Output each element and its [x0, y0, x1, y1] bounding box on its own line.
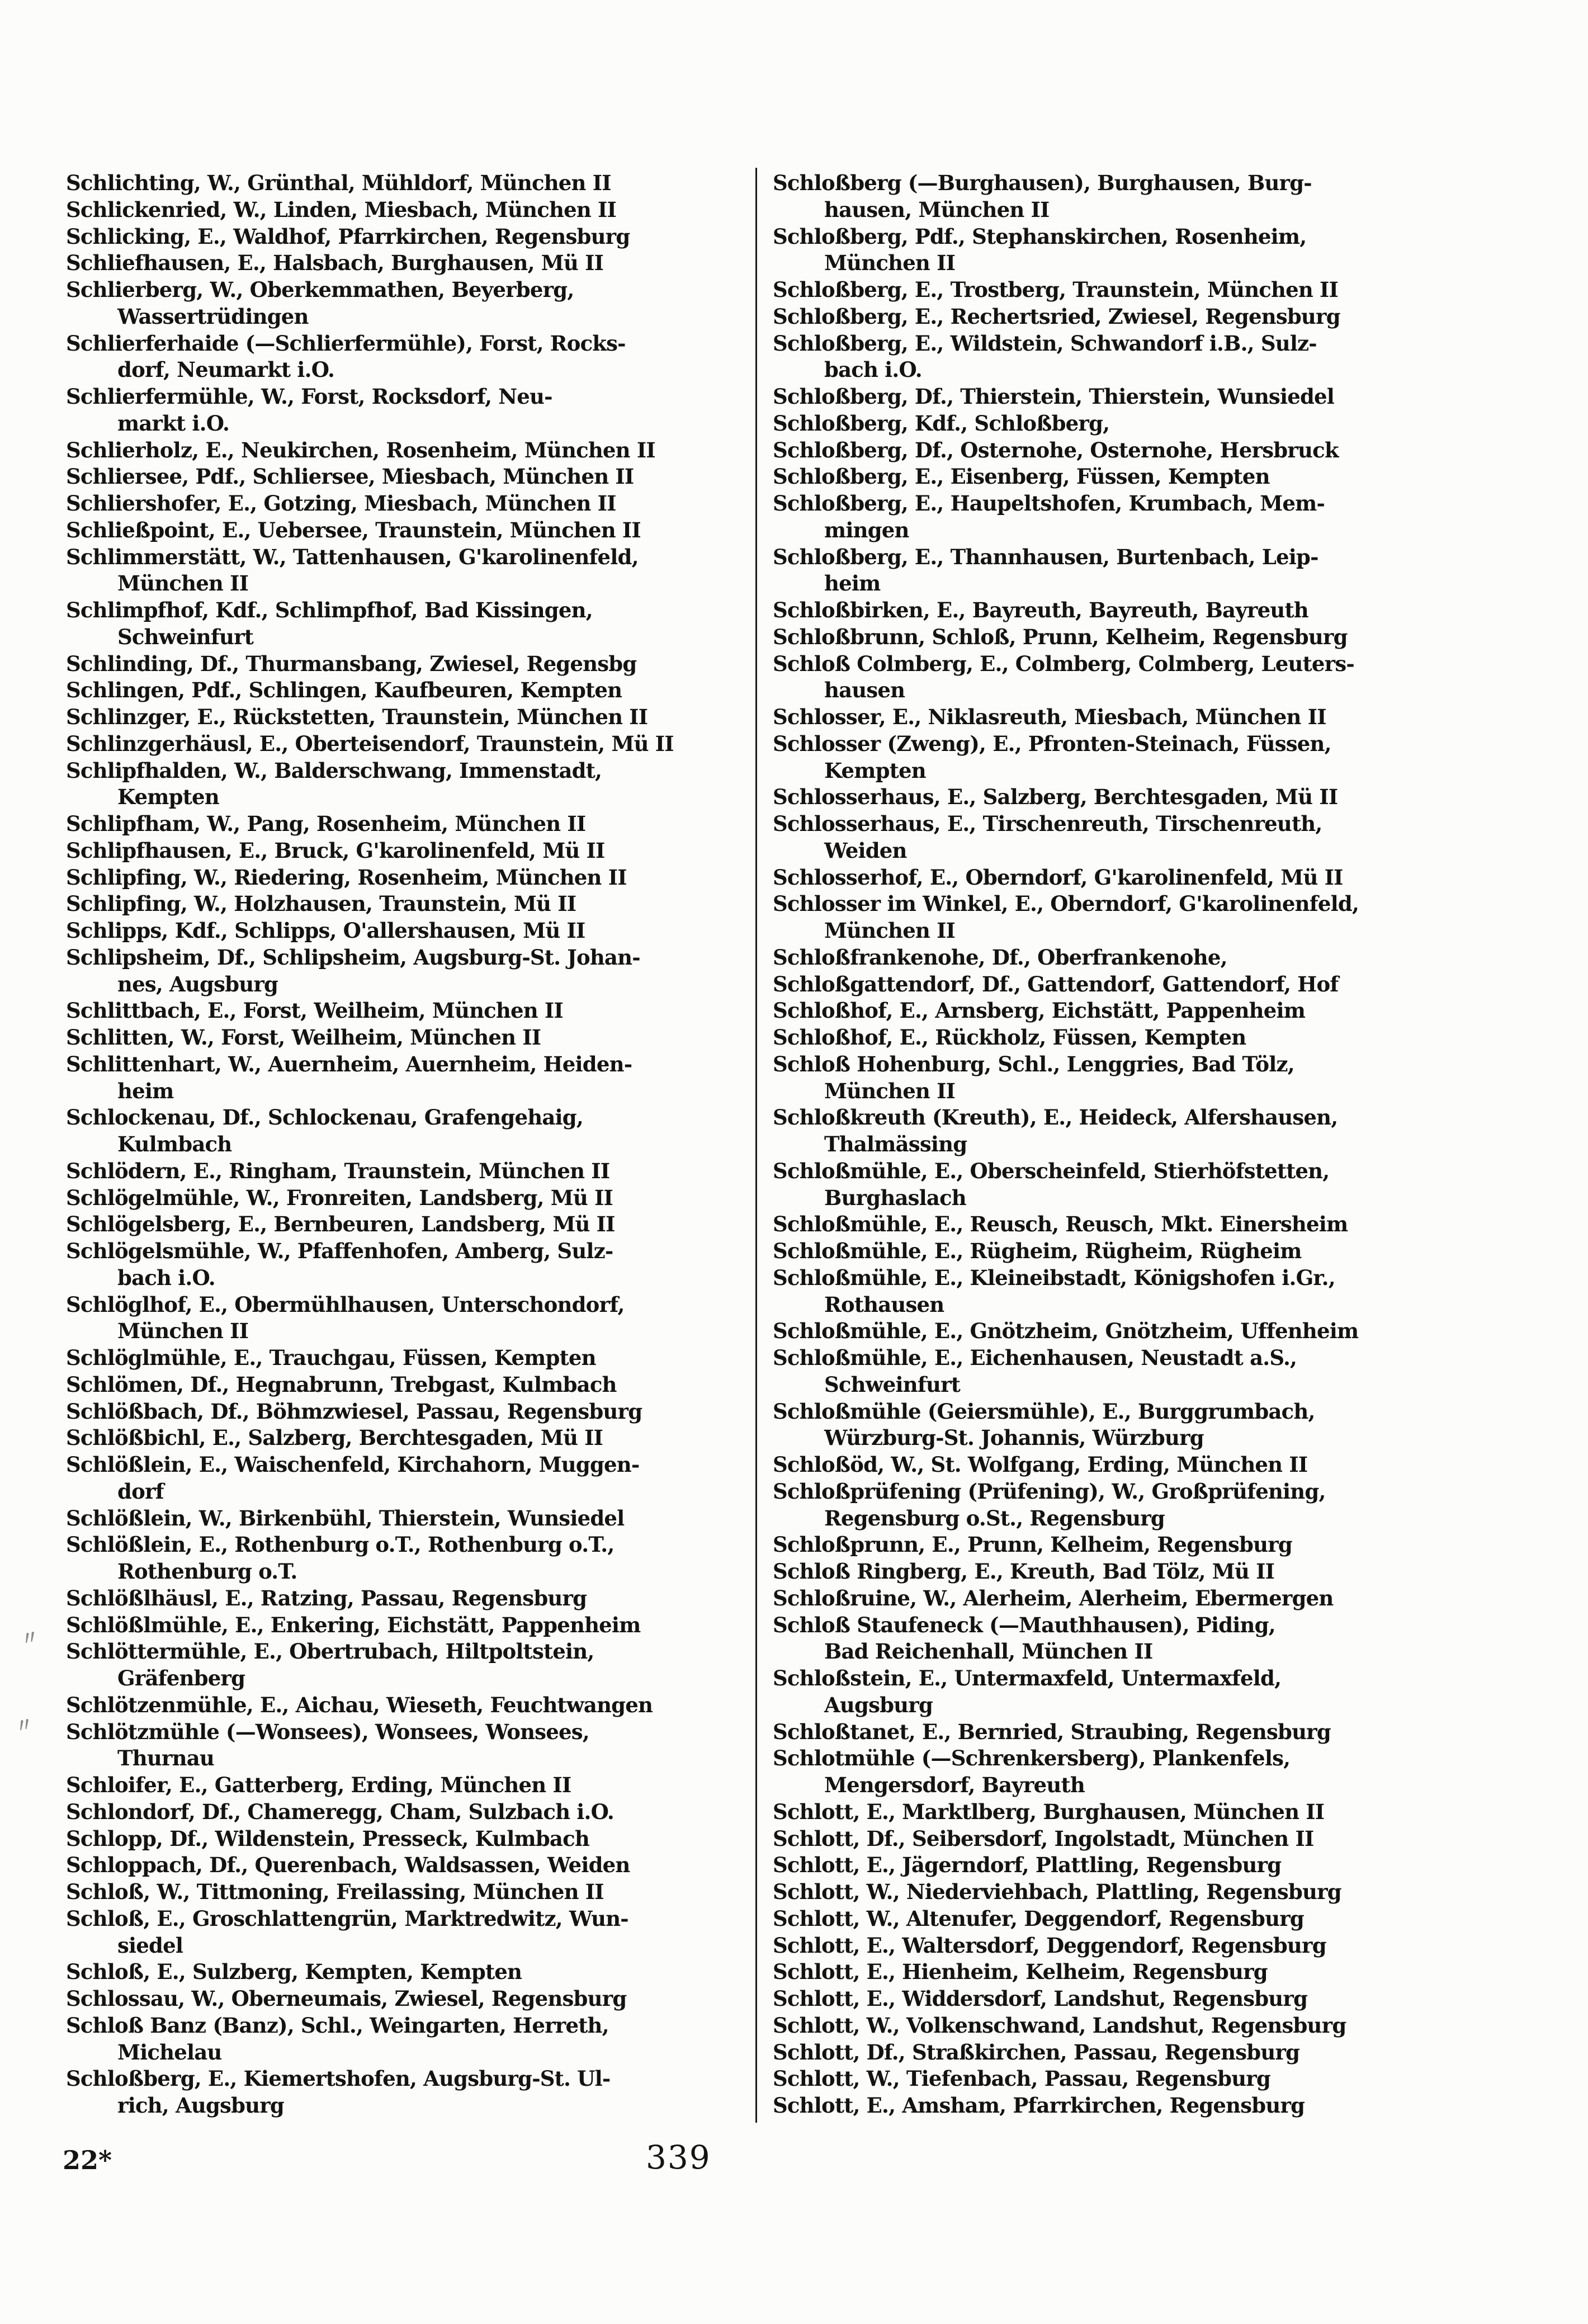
entry-line: Schlossau, W., Oberneumais, Zwiesel, Regensburg: [66, 1986, 627, 2011]
entry-line: Schlömen, Df., Hegnabrunn, Trebgast, Kulmbach: [66, 1372, 617, 1397]
entry-line: Schloßmühle, E., Rügheim, Rügheim, Rügheim: [773, 1239, 1302, 1263]
entry-line: Schlierferhaide (—Schlierfermühle), Forst, Rocks-: [66, 330, 626, 356]
entry-line: Schloßmühle, E., Gnötzheim, Gnötzheim, Uffenheim: [773, 1319, 1359, 1344]
entry-line: Schlott, W., Tiefenbach, Passau, Regensburg: [773, 2066, 1271, 2091]
entry-line: Schlößlein, E., Waischenfeld, Kirchahorn, Muggen-: [66, 1452, 640, 1477]
entry-line: Kempten: [117, 785, 219, 810]
entry-line: Schloßruine, W., Alerheim, Alerheim, Ebermergen: [773, 1585, 1334, 1610]
entry-line: Schloßtanet, E., Bernried, Straubing, Regensburg: [773, 1719, 1331, 1744]
entry-line: Schloßmühle (Geiersmühle), E., Burggrumbach,: [773, 1399, 1315, 1424]
entry-line: Schlößlein, W., Birkenbühl, Thierstein, Wunsiedel: [66, 1505, 625, 1531]
entry-line: Schlöttermühle, E., Obertrubach, Hiltpoltstein,: [66, 1639, 594, 1664]
entry-line: Schlott, E., Marktlberg, Burghausen, München II: [773, 1799, 1325, 1824]
entry-line: Schlittenhart, W., Auernheim, Auernheim, Heiden-: [66, 1051, 632, 1076]
entry-line: Schloßprüfening (Prüfening), W., Großprüfening,: [773, 1479, 1326, 1504]
entry-line: Schlopp, Df., Wildenstein, Presseck, Kulmbach: [66, 1826, 589, 1851]
entry-line: siedel: [117, 1933, 183, 1958]
entry-line: Schlierholz, E., Neukirchen, Rosenheim, München II: [66, 437, 655, 462]
entry-line: Schlitten, W., Forst, Weilheim, München II: [66, 1025, 541, 1050]
entry-line: Schloßberg (—Burghausen), Burghausen, Burg-: [773, 171, 1312, 195]
entry-line: Rothenburg o.T.: [117, 1559, 297, 1584]
entry-line: Schlipsheim, Df., Schlipsheim, Augsburg-St. Johan-: [66, 944, 640, 970]
entry-line: Schlott, W., Niederviehbach, Plattling, Regensburg: [773, 1879, 1341, 1904]
entry-line: Schlimpfhof, Kdf., Schlimpfhof, Bad Kissingen,: [66, 598, 593, 622]
entry-line: Schlöglhof, E., Obermühlhausen, Unterschondorf,: [66, 1292, 625, 1317]
entry-line: Schlierberg, W., Oberkemmathen, Beyerberg,: [66, 277, 574, 302]
entry-line: Schlosser, E., Niklasreuth, Miesbach, München II: [773, 705, 1326, 729]
entry-line: Weiden: [824, 838, 907, 863]
entry-line: Schweinfurt: [117, 624, 254, 649]
entry-line: Schlosser im Winkel, E., Oberndorf, G'karolinenfeld,: [773, 891, 1359, 917]
entry-line: Schloßmühle, E., Oberscheinfeld, Stierhöfstetten,: [773, 1158, 1330, 1183]
entry-line: dorf: [117, 1479, 164, 1504]
entry-line: Burghaslach: [824, 1185, 966, 1210]
entry-line: rich, Augsburg: [117, 2093, 284, 2118]
entry-line: Schlingen, Pdf., Schlingen, Kaufbeuren, Kempten: [66, 678, 622, 703]
entry-line: Schloßöd, W., St. Wolfgang, Erding, München II: [773, 1452, 1308, 1477]
entry-line: Schloß Staufeneck (—Mauthhausen), Piding,: [773, 1612, 1275, 1637]
entry-line: Schlinding, Df., Thurmansbang, Zwiesel, Regensbg: [66, 651, 637, 676]
signature-mark: 22*: [63, 2145, 112, 2175]
entry-line: Schliersee, Pdf., Schliersee, Miesbach, München II: [66, 464, 634, 489]
entry-line: Schlöglmühle, E., Trauchgau, Füssen, Kempten: [66, 1345, 596, 1370]
entry-line: Mengersdorf, Bayreuth: [824, 1773, 1085, 1797]
entry-line: Schliershofer, E., Gotzing, Miesbach, München II: [66, 491, 616, 516]
entry-line: Schlögelmühle, W., Fronreiten, Landsberg, Mü II: [66, 1185, 613, 1210]
entry-line: Schlierfermühle, W., Forst, Rocksdorf, Neu-: [66, 384, 552, 409]
entry-line: Schloß, E., Groschlattengrün, Marktredwitz, Wun-: [66, 1906, 628, 1931]
entry-line: Schlott, Df., Straßkirchen, Passau, Regensburg: [773, 2039, 1300, 2065]
entry-line: Schlimmerstätt, W., Tattenhausen, G'karolinenfeld,: [66, 544, 639, 569]
entry-line: Schloß Banz (Banz), Schl., Weingarten, Herreth,: [66, 2013, 609, 2038]
entry-line: Schlinzgerhäusl, E., Oberteisendorf, Traunstein, Mü II: [66, 731, 674, 756]
entry-line: Schloßberg, Pdf., Stephanskirchen, Rosenheim,: [773, 224, 1307, 249]
entry-line: Schloßhof, E., Arnsberg, Eichstätt, Pappenheim: [773, 998, 1306, 1023]
entry-line: Schlott, Df., Seibersdorf, Ingolstadt, München II: [773, 1826, 1314, 1851]
entry-line: heim: [824, 571, 881, 596]
entry-line: Schloppach, Df., Querenbach, Waldsassen, Weiden: [66, 1853, 630, 1878]
entry-line: Schlosserhaus, E., Salzberg, Berchtesgaden, Mü II: [773, 785, 1338, 810]
entry-line: München II: [824, 1078, 956, 1103]
entry-line: Schloßmühle, E., Reusch, Reusch, Mkt. Einersheim: [773, 1212, 1348, 1237]
entry-line: Schloß Hohenburg, Schl., Lenggries, Bad Tölz,: [773, 1051, 1294, 1076]
entry-line: Schlipfham, W., Pang, Rosenheim, München II: [66, 811, 586, 836]
entry-line: Schlödern, E., Ringham, Traunstein, München II: [66, 1158, 610, 1183]
entry-line: Gräfenberg: [117, 1666, 245, 1690]
entry-line: Schloßmühle, E., Eichenhausen, Neustadt a.S.,: [773, 1345, 1297, 1370]
margin-tick-mark: 〃: [12, 1712, 36, 1739]
entry-line: Schlipfhausen, E., Bruck, G'karolinenfeld, Mü II: [66, 838, 605, 863]
entry-line: Kulmbach: [117, 1132, 232, 1156]
entry-line: Schlipfhalden, W., Balderschwang, Immenstadt,: [66, 758, 602, 783]
entry-line: Schloßfrankenohe, Df., Oberfrankenohe,: [773, 944, 1227, 970]
entry-line: Bad Reichenhall, München II: [824, 1639, 1153, 1664]
entry-line: Schlott, E., Hienheim, Kelheim, Regensburg: [773, 1959, 1268, 1985]
entry-line: Schliefhausen, E., Halsbach, Burghausen, Mü II: [66, 251, 604, 276]
entry-line: Schlipfing, W., Riedering, Rosenheim, München II: [66, 865, 627, 890]
entry-line: Schloßkreuth (Kreuth), E., Heideck, Alfershausen,: [773, 1105, 1338, 1130]
entry-line: Schloßberg, E., Thannhausen, Burtenbach, Leip-: [773, 544, 1318, 569]
entry-line: Rothausen: [824, 1292, 944, 1317]
entry-line: Schlötzenmühle, E., Aichau, Wieseth, Feuchtwangen: [66, 1692, 653, 1717]
entry-line: dorf, Neumarkt i.O.: [117, 357, 335, 382]
entry-line: Schlößlein, E., Rothenburg o.T., Rothenburg o.T.,: [66, 1532, 615, 1557]
entry-line: Michelau: [117, 2039, 222, 2065]
column-divider-rule: [755, 168, 757, 2123]
entry-line: Schlögelsmühle, W., Pfaffenhofen, Amberg, Sulz-: [66, 1239, 613, 1263]
entry-line: Schlott, E., Waltersdorf, Deggendorf, Regensburg: [773, 1933, 1326, 1958]
entry-line: Kempten: [824, 758, 926, 783]
entry-line: Thalmässing: [824, 1132, 967, 1156]
entry-line: Schloßberg, Kdf., Schloßberg,: [773, 410, 1110, 436]
entry-line: Schlößbichl, E., Salzberg, Berchtesgaden, Mü II: [66, 1425, 603, 1451]
entry-line: Schloßstein, E., Untermaxfeld, Untermaxfeld,: [773, 1666, 1282, 1690]
entry-line: Schloß Ringberg, E., Kreuth, Bad Tölz, Mü II: [773, 1559, 1275, 1584]
entry-line: Schloßberg, E., Haupeltshofen, Krumbach, Mem-: [773, 491, 1325, 516]
entry-line: markt i.O.: [117, 410, 230, 436]
entry-line: Schlötzmühle (—Wonsees), Wonsees, Wonsees,: [66, 1719, 589, 1744]
entry-line: Schlott, E., Jägerndorf, Plattling, Regensburg: [773, 1853, 1282, 1878]
entry-line: Schweinfurt: [824, 1372, 961, 1397]
entry-line: Schlosser (Zweng), E., Pfronten-Steinach, Füssen,: [773, 731, 1331, 756]
entry-line: Schlosserhof, E., Oberndorf, G'karolinenfeld, Mü II: [773, 865, 1343, 890]
entry-line: Schlott, W., Altenufer, Deggendorf, Regensburg: [773, 1906, 1304, 1931]
entry-line: Schlosserhaus, E., Tirschenreuth, Tirschenreuth,: [773, 811, 1322, 836]
entry-line: Schlondorf, Df., Chameregg, Cham, Sulzbach i.O.: [66, 1799, 614, 1824]
entry-line: Schloß, W., Tittmoning, Freilassing, München II: [66, 1879, 604, 1904]
entry-line: bach i.O.: [117, 1265, 215, 1290]
entry-line: Schloßberg, E., Wildstein, Schwandorf i.B., Sulz-: [773, 330, 1317, 356]
entry-line: Schloßbirken, E., Bayreuth, Bayreuth, Bayreuth: [773, 598, 1308, 622]
entry-line: Würzburg-St. Johannis, Würzburg: [824, 1425, 1204, 1451]
entry-line: Schließpoint, E., Uebersee, Traunstein, München II: [66, 517, 641, 542]
entry-line: nes, Augsburg: [117, 971, 278, 996]
entry-line: Schlott, E., Amsham, Pfarrkirchen, Regensburg: [773, 2093, 1305, 2118]
entry-line: Regensburg o.St., Regensburg: [824, 1505, 1165, 1531]
entry-line: bach i.O.: [824, 357, 922, 382]
entry-line: Schlipps, Kdf., Schlipps, O'allershausen, Mü II: [66, 918, 585, 943]
entry-line: Schloßbrunn, Schloß, Prunn, Kelheim, Regensburg: [773, 624, 1348, 649]
entry-line: Schlockenau, Df., Schlockenau, Grafengehaig,: [66, 1105, 583, 1130]
page-number: 339: [646, 2138, 711, 2176]
entry-line: Wassertrüdingen: [117, 304, 309, 329]
entry-line: Schlögelsberg, E., Bernbeuren, Landsberg, Mü II: [66, 1212, 615, 1237]
entry-line: Schloßgattendorf, Df., Gattendorf, Gattendorf, Hof: [773, 971, 1339, 996]
entry-line: Schloßberg, E., Eisenberg, Füssen, Kempten: [773, 464, 1270, 489]
entry-line: Schloßberg, Df., Osternohe, Osternohe, Hersbruck: [773, 437, 1339, 462]
entry-line: Augsburg: [824, 1692, 933, 1717]
entry-line: Schlicking, E., Waldhof, Pfarrkirchen, Regensburg: [66, 224, 630, 249]
entry-line: München II: [824, 251, 956, 276]
directory-column-left: [66, 170, 755, 2119]
margin-tick-mark: 〃: [18, 1625, 42, 1652]
entry-line: Schlichting, W., Grünthal, Mühldorf, München II: [66, 171, 611, 195]
entry-line: München II: [117, 571, 249, 596]
entry-line: Schlipfing, W., Holzhausen, Traunstein, Mü II: [66, 891, 576, 917]
entry-line: Schloßprunn, E., Prunn, Kelheim, Regensburg: [773, 1532, 1292, 1557]
entry-line: Schlößlhäusl, E., Ratzing, Passau, Regensburg: [66, 1585, 587, 1610]
entry-line: hausen: [824, 678, 905, 703]
entry-line: Schloßhof, E., Rückholz, Füssen, Kempten: [773, 1025, 1246, 1050]
entry-line: Thurnau: [117, 1746, 215, 1771]
entry-line: München II: [824, 918, 956, 943]
entry-line: Schloßmühle, E., Kleineibstadt, Königshofen i.Gr.,: [773, 1265, 1335, 1290]
entry-line: Schloifer, E., Gatterberg, Erding, München II: [66, 1773, 571, 1797]
entry-line: Schlott, W., Volkenschwand, Landshut, Regensburg: [773, 2013, 1346, 2038]
entry-line: Schloßberg, E., Kiemertshofen, Augsburg-St. Ul-: [66, 2066, 611, 2091]
entry-line: heim: [117, 1078, 174, 1103]
entry-line: Schlinzger, E., Rückstetten, Traunstein, München II: [66, 705, 648, 729]
entry-line: Schlößbach, Df., Böhmzwiesel, Passau, Regensburg: [66, 1399, 642, 1424]
entry-line: mingen: [824, 517, 909, 542]
entry-line: Schloßberg, E., Rechertsried, Zwiesel, Regensburg: [773, 304, 1340, 329]
entry-line: Schlickenried, W., Linden, Miesbach, München II: [66, 197, 617, 222]
directory-column-right: [773, 170, 1516, 2119]
entry-line: hausen, München II: [824, 197, 1050, 222]
entry-line: Schloßberg, E., Trostberg, Traunstein, München II: [773, 277, 1339, 302]
entry-line: München II: [117, 1319, 249, 1344]
entry-line: Schlößlmühle, E., Enkering, Eichstätt, Pappenheim: [66, 1612, 641, 1637]
entry-line: Schlittbach, E., Forst, Weilheim, München II: [66, 998, 563, 1023]
entry-line: Schloß, E., Sulzberg, Kempten, Kempten: [66, 1959, 522, 1985]
entry-line: Schlotmühle (—Schrenkersberg), Plankenfels,: [773, 1746, 1291, 1771]
entry-line: Schloß Colmberg, E., Colmberg, Colmberg, Leuters-: [773, 651, 1354, 676]
entry-line: Schloßberg, Df., Thierstein, Thierstein, Wunsiedel: [773, 384, 1335, 409]
entry-line: Schlott, E., Widdersdorf, Landshut, Regensburg: [773, 1986, 1308, 2011]
